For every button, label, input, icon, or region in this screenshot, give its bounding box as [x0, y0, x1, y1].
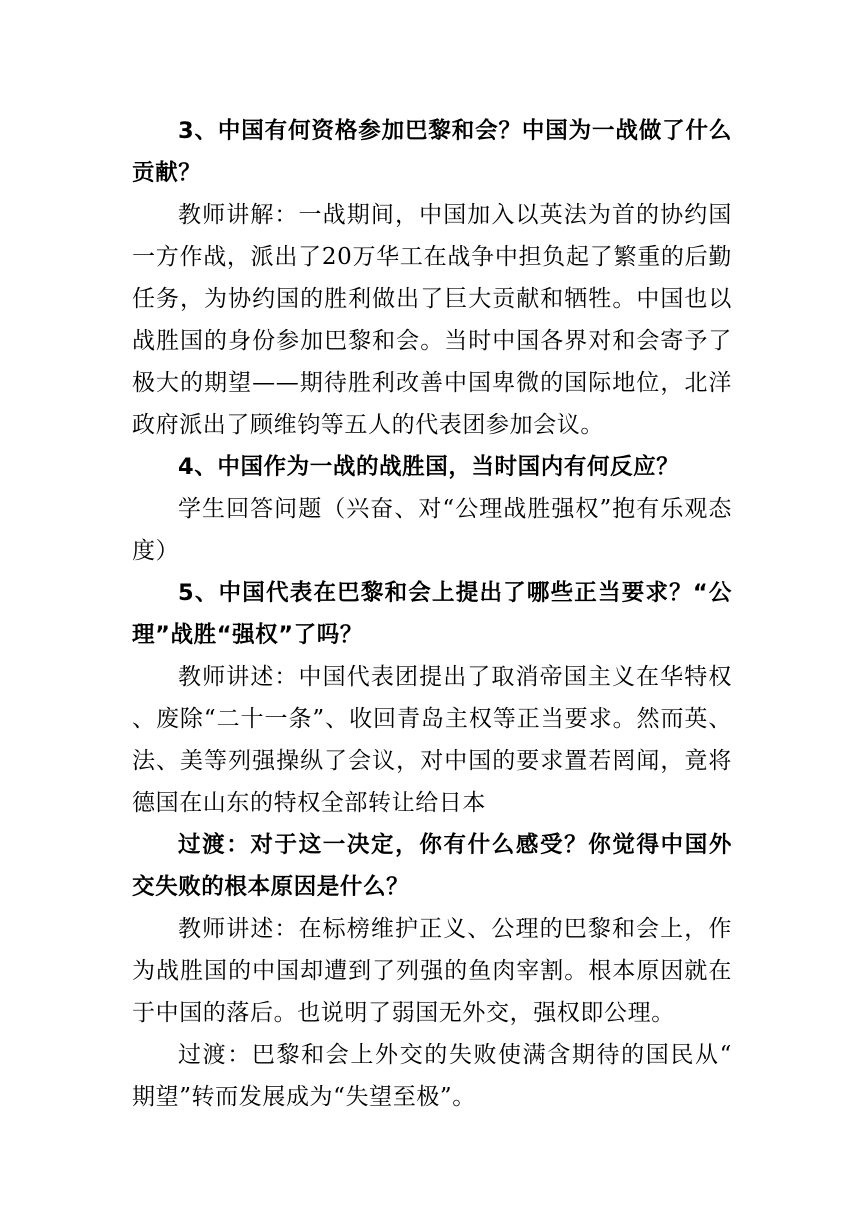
teacher-explanation-paragraph: 教师讲解：一战期间，中国加入以英法为首的协约国一方作战，派出了20万华工在战争中担负起了繁重的后勤任务，为协约国的胜利做出了巨大贡献和牺牲。中国也以战胜国的身份参加巴黎和会。当时中国各界对和会寄予了极大的期望——期待胜利改善中国卑微的国际地位，北洋政府派出了顾维钧等五人的代表团参加会议。	[132, 202, 732, 438]
question-3-heading: 3、中国有何资格参加巴黎和会？中国为一战做了什么贡献？	[132, 118, 732, 186]
transition-question-heading: 过渡：对于这一决定，你有什么感受？你觉得中国外交失败的根本原因是什么？	[132, 832, 732, 900]
transition-paragraph: 过渡：巴黎和会上外交的失败使满含期待的国民从“期望”转而发展成为“失望至极”。	[132, 1042, 732, 1110]
question-4-heading: 4、中国作为一战的战胜国，当时国内有何反应？	[178, 454, 680, 480]
teacher-narration-paragraph-2: 教师讲述：在标榜维护正义、公理的巴黎和会上，作为战胜国的中国却遭到了列强的鱼肉宰割。根本原因就在于中国的落后。也说明了弱国无外交，强权即公理。	[132, 916, 732, 1026]
document-body	[132, 110, 732, 1118]
question-5-heading: 5、中国代表在巴黎和会上提出了哪些正当要求？“公理”战胜“强权”了吗？	[132, 580, 732, 648]
teacher-narration-paragraph-1: 教师讲述：中国代表团提出了取消帝国主义在华特权、废除“二十一条”、收回青岛主权等正当要求。然而英、法、美等列强操纵了会议，对中国的要求置若罔闻，竟将德国在山东的特权全部转让给日本	[132, 664, 732, 816]
student-answer-paragraph: 学生回答问题（兴奋、对“公理战胜强权”抱有乐观态度）	[132, 496, 732, 564]
